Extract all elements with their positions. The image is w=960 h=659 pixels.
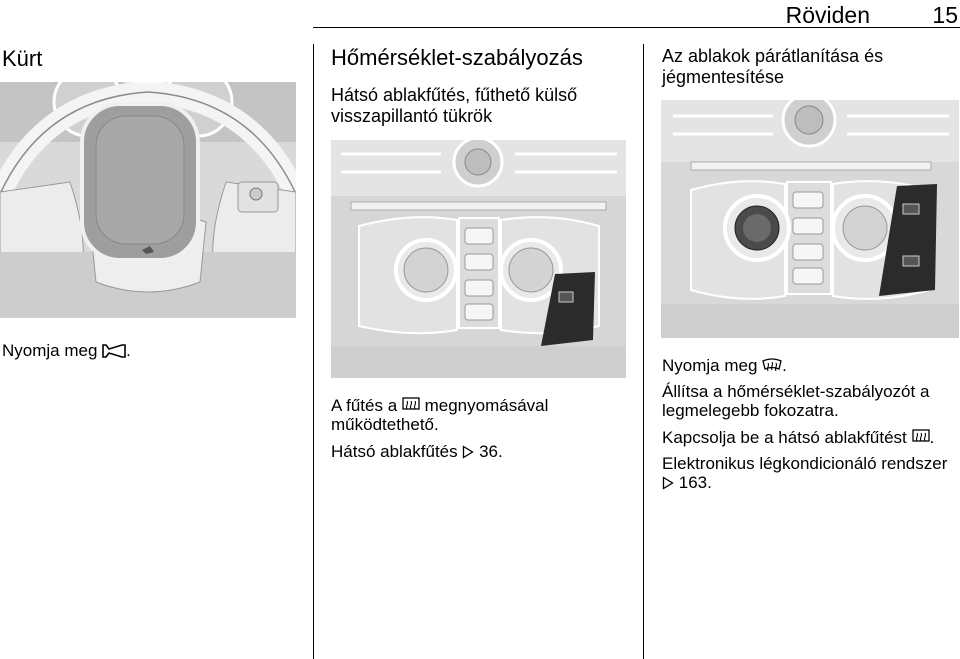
- section-title: Röviden: [785, 2, 870, 28]
- defrost-step-2: Állítsa a hőmérséklet-szabályozót a legmelegebb fokozatra.: [662, 382, 930, 420]
- rear-window-heating-icon: [402, 397, 420, 413]
- column-divider-2: [643, 44, 644, 659]
- defrost-step-3: Kapcsolja be a hátsó ablakfűtést .: [662, 428, 935, 447]
- horn-heading: Kürt: [2, 46, 43, 71]
- page-reference-icon: [462, 445, 474, 459]
- climate-panel-figure: [331, 140, 626, 378]
- column-divider-1: [313, 44, 314, 659]
- defrost-heading: Az ablakok párátlanítása és jégmentesítése: [662, 46, 884, 87]
- defrost-step-1: Nyomja meg .: [662, 356, 787, 375]
- rear-window-heating-icon: [912, 429, 930, 445]
- horn-instruction: Nyomja meg .: [2, 341, 131, 360]
- rear-heating-reference: Hátsó ablakfűtés 36.: [331, 442, 503, 461]
- defrost-panel-figure: [661, 100, 959, 338]
- rear-heating-subheading: Hátsó ablakfűtés, fűthető külső visszapillantó tükrök: [331, 85, 578, 126]
- page-number: 15: [932, 2, 958, 28]
- climate-control-panel-illustration: [331, 140, 626, 378]
- horn-icon: [102, 344, 126, 358]
- climate-system-reference: Elektronikus légkondicionáló rendszer 163.: [662, 454, 948, 492]
- windscreen-defrost-icon: [762, 357, 782, 373]
- steering-wheel-horn-illustration: [0, 82, 296, 318]
- page-reference-icon: [662, 476, 674, 490]
- climate-control-defrost-illustration: [661, 100, 959, 338]
- temperature-control-heading: Hőmérséklet-szabályozás: [331, 45, 583, 70]
- steering-wheel-figure: [0, 82, 296, 318]
- heating-operation-text: A fűtés a megnyomásával működtethető.: [331, 396, 549, 434]
